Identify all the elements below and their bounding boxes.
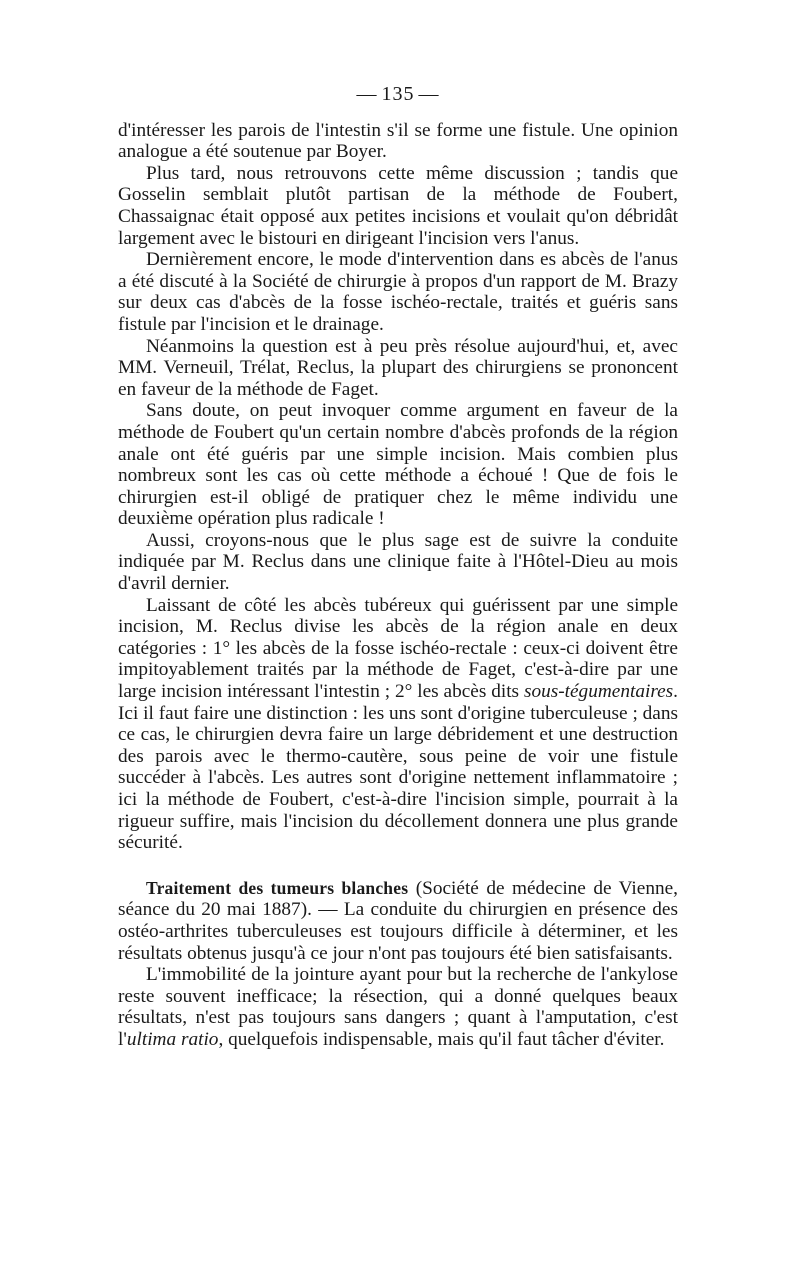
- document-page: [118, 84, 678, 1051]
- paragraph-reclus-text-2: . Ici il faut faire une distinction : les uns sont d'origine tuberculeuse ; dans ce cas, le chirurgien devra faire un large débridement et une destruction des parois avec le thermo-cautère, sous peine de voir une fistule succéder à l'abcès. Les autres sont d'origine nettement inflammatoire ; ici la méthode de Foubert, c'est-à-dire l'incision simple, pourrait à la rigueur suffire, mais l'incision du décollement donnera une plus grande sécurité.: [118, 681, 678, 854]
- paragraph-last-text-2: , quelquefois indispensable, mais qu'il faut tâcher d'éviter.: [218, 1028, 665, 1050]
- paragraph-1: d'intéresser les parois de l'intestin s'il se forme une fistule. Une opinion analogue a été soutenue par Boyer.: [118, 119, 678, 163]
- paragraph-reclus-emphasis: sous-tégumentaires: [523, 681, 674, 703]
- paragraph-3: Dernièrement encore, le mode d'intervention dans es abcès de l'anus a été discuté à la Société de chirurgie à propos d'un rapport de M. Brazy sur deux cas d'abcès de la fosse ischéo-rectale, traités et guéris sans fistule par l'incision et le drainage.: [118, 249, 678, 335]
- section-heading: Traitement des tumeurs blanches: [146, 877, 409, 898]
- paragraph-4: Néanmoins la question est à peu près résolue aujourd'hui, et, avec MM. Verneuil, Trélat, Reclus, la plupart des chirurgiens se prononcent en faveur de la méthode de Faget.: [118, 335, 678, 400]
- section-intro: (Société de médecine de Vienne, séance du 20 mai 1887). — La conduite du chirurgien en présence des ostéo-arthrites tuberculeuses est toujours difficile à déterminer, et les résultats obtenus jusqu'à ce jour n'ont pas toujours été bien satisfaisants.: [118, 877, 679, 964]
- paragraph-last-text-1: L'immobilité de la jointure ayant pour but la recherche de l'ankylose reste souvent inefficace; la résection, qui a donné quelques beaux résultats, n'est pas toujours sans dangers ; quant à l'amputation, c'est l': [118, 964, 678, 1050]
- page-number: [118, 84, 678, 106]
- paragraph-last: [118, 964, 678, 1050]
- page-number-dash-right: —: [418, 83, 440, 105]
- paragraph-6: Aussi, croyons-nous que le plus sage est de suivre la conduite indiquée par M. Reclus dans une clinique faite à l'Hôtel-Dieu au mois d'avril dernier.: [118, 529, 678, 595]
- paragraph-reclus: [118, 595, 678, 854]
- paragraph-2: Plus tard, nous retrouvons cette même discussion ; tandis que Gosselin semblait plutôt partisan de la méthode de Foubert, Chassaignac était opposé aux petites incisions et voulait qu'on débridât largement avec le bistouri en dirigeant l'incision vers l'anus.: [118, 162, 678, 249]
- page-number-value: 135: [381, 83, 415, 105]
- paragraph-reclus-text-1: Laissant de côté les abcès tubéreux qui guérissent par une simple incision, M. Reclus divise les abcès de la région anale en deux catégories : 1° les abcès de la fosse ischéo-rectale : ceux-ci doivent être impitoyablement traités par la méthode de Faget, c'est-à-dire par une large incision intéressant l'intestin ; 2° les abcès dits: [118, 594, 678, 703]
- paragraph-5: Sans doute, on peut invoquer comme argument en faveur de la méthode de Foubert qu'un certain nombre d'abcès profonds de la région anale ont été guéris par une simple incision. Mais combien plus nombreux sont les cas où cette méthode a échoué ! Que de fois le chirurgien est-il obligé de pratiquer chez le même individu une deuxième opération plus radicale !: [118, 400, 678, 530]
- page-number-dash-left: —: [356, 83, 378, 105]
- paragraph-last-emphasis: ultima ratio: [126, 1028, 219, 1050]
- section-paragraph: [118, 878, 678, 964]
